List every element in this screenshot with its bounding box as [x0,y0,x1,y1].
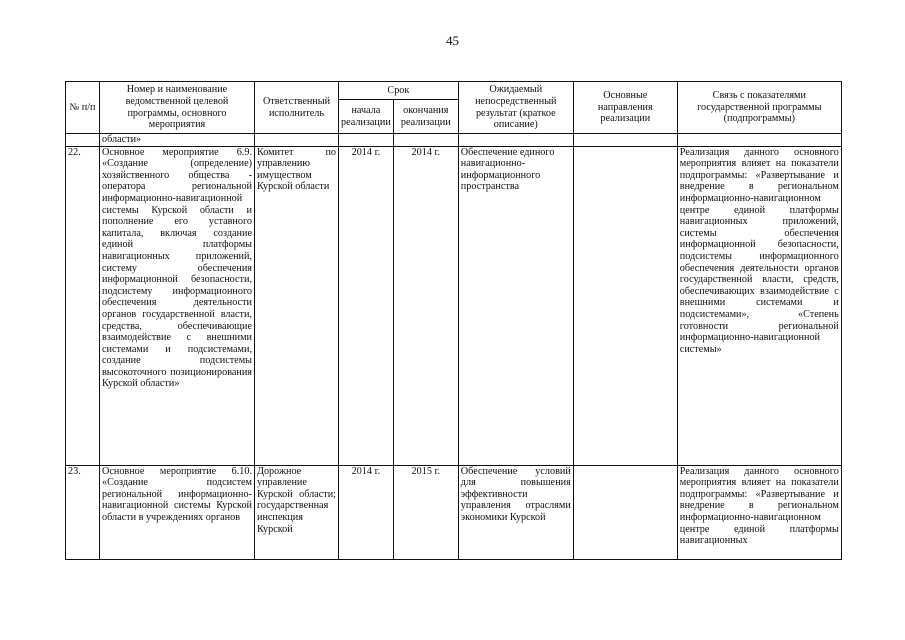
row-executor: Комитет по управлению имуществом Курской области [255,146,339,465]
header-directions: Основные направления реализации [573,82,677,134]
header-executor: Ответственный исполнитель [255,82,339,134]
row-directions [573,146,677,465]
header-start: начала реализации [339,100,394,134]
header-end: окончания реализации [393,100,458,134]
continuation-cell: области» [100,134,255,147]
row-end: 2014 г. [393,146,458,465]
row-start: 2014 г. [339,465,394,559]
row-directions [573,465,677,559]
row-name: Основное мероприятие 6.9. «Создание (определение) хозяйственного общества - оператора региональной информационно-навигационной системы Курской области и пополнение его уставного капитала, включая создание единой платформы навигационных приложений, систему обеспечения информационной безопасности, подсистему информационного обеспечения деятельности органов государственной власти, средства, обеспечивающие взаимодействие с внешними системами и подсистемами, создание подсистемы высокоточного позиционирования Курской области» [100,146,255,465]
header-term: Срок [339,82,459,100]
table-row [66,146,842,465]
row-result: Обеспечение условий для повышения эффективности управления отраслями экономики Курской [458,465,573,559]
row-num: 23. [66,465,100,559]
table-row [66,465,842,559]
header-link: Связь с показателями государственной программы (подпрограммы) [677,82,841,134]
table-row [66,134,842,147]
row-num: 22. [66,146,100,465]
row-executor: Дорожное управление Курской области; государственная инспекция Курской [255,465,339,559]
program-table [65,81,842,560]
page-number: 45 [446,33,459,48]
row-link: Реализация данного основного мероприятия влияет на показатели подпрограммы: «Развертывание и внедрение в региональном информационно-навигационном центре единой платформы навигационных [677,465,841,559]
header-result: Ожидаемый непосредственный результат (краткое описание) [458,82,573,134]
row-link: Реализация данного основного мероприятия влияет на показатели подпрограммы: «Развертывание и внедрение в региональном информационно-навигационном центре единой платформы навигационных приложений, системы обеспечения информационной безопасности, подсистемы информационного обеспечения деятельности органов государственной власти, средств, обеспечивающих взаимодействие с внешними системами и подсистемами», «Степень готовности региональной информационно-навигационной системы» [677,146,841,465]
header-num: № п/п [66,82,100,134]
header-name: Номер и наименование ведомственной целевой программы, основного мероприятия [100,82,255,134]
row-end: 2015 г. [393,465,458,559]
row-name: Основное мероприятие 6.10. «Создание подсистем региональной информационно-навигационной системы Курской области в учреждениях органов [100,465,255,559]
row-start: 2014 г. [339,146,394,465]
row-result: Обеспечение единого навигационно-информационного пространства [458,146,573,465]
